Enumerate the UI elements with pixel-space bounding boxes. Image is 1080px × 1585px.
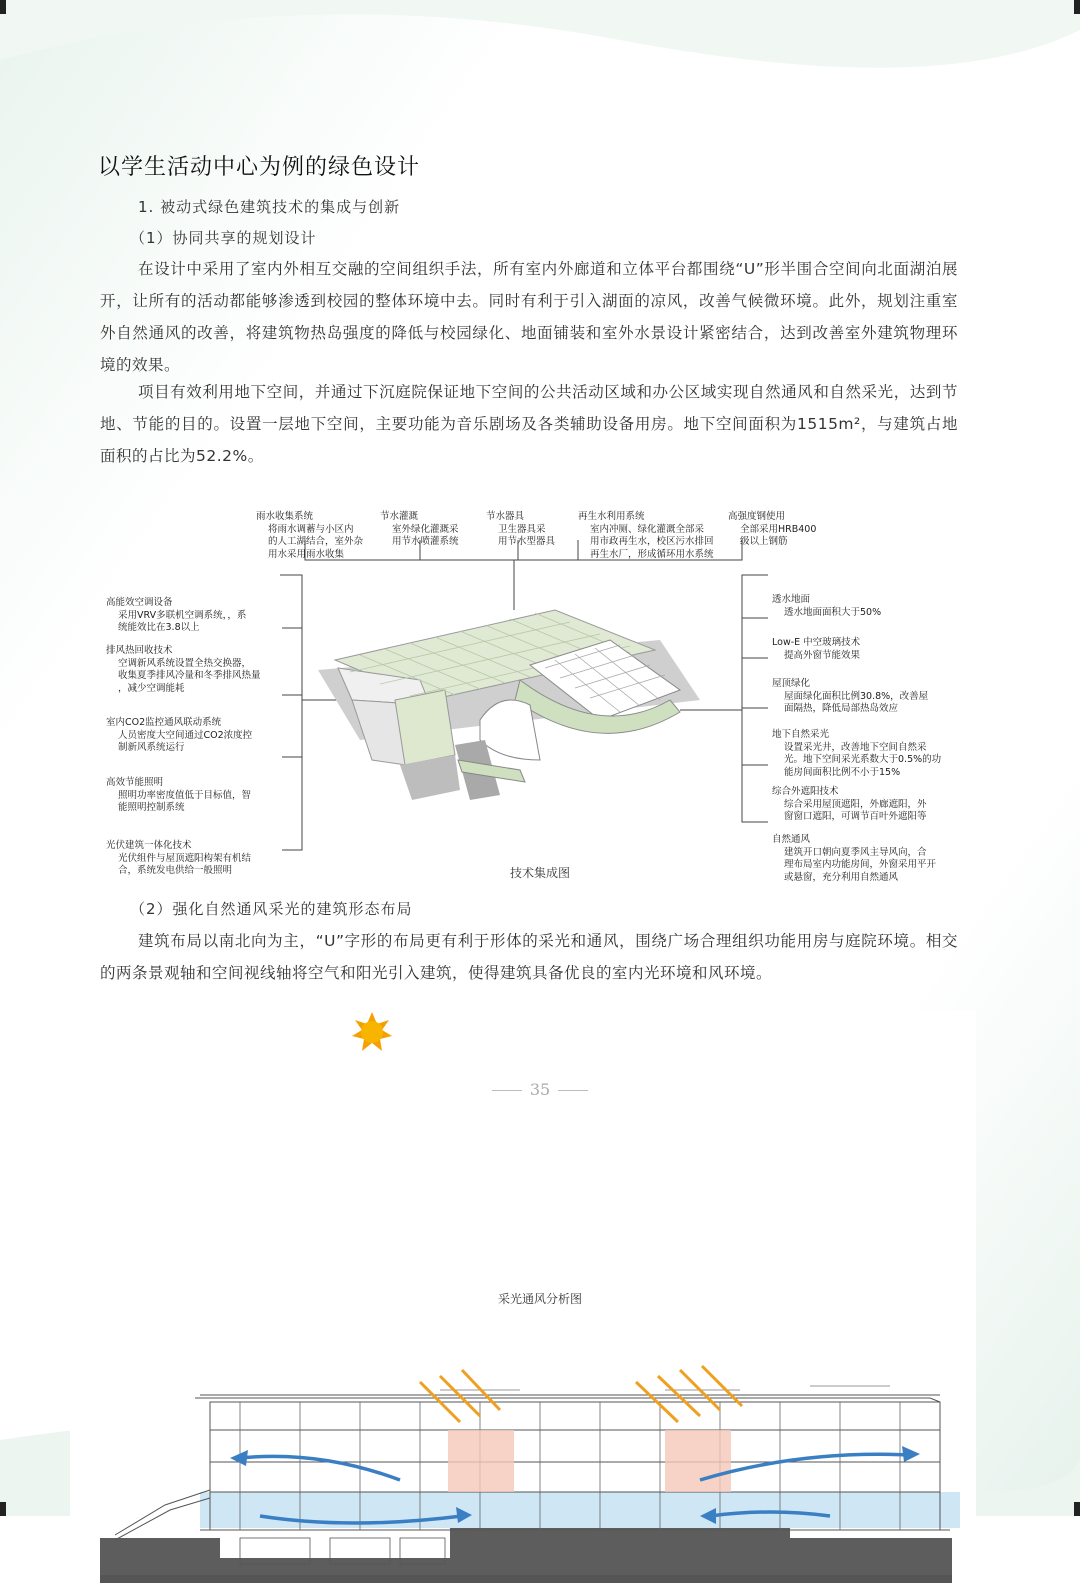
label-underground-daylight: 地下自然采光 设置采光井，改善地下空间自然采 光。地下空间采光系数大于0.5%的功 能房间面积比例不小于15% <box>772 729 942 778</box>
label-permeable-ground: 透水地面 透水地面面积大于50% <box>772 594 882 618</box>
page-number-rule-right <box>558 1090 588 1091</box>
diagram1-caption: 技术集成图 <box>509 866 570 880</box>
label-efficient-lighting: 高效节能照明 照明功率密度值低于目标值，智 能照明控制系统 <box>106 777 252 813</box>
label-efficient-hvac: 高能效空调设备 采用VRV多联机空调系统，，系 统能效比在3.8以上 <box>106 597 247 633</box>
paragraph-2: 项目有效利用地下空间，并通过下沉庭院保证地下空间的公共活动区域和办公区域实现自然通风和自然采光，达到节地、节能的目的。设置一层地下空间，主要功能为音乐剧场及各类辅助设备用房。地下空间面积为1515m²，与建筑占地面积的占比为52.2%。 <box>100 383 958 465</box>
paragraph-1: 在设计中采用了室内外相互交融的空间组织手法，所有室内外廊道和立体平台都围绕“U”形半围合空间向北面湖泊展开，让所有的活动都能够渗透到校园的整体环境中去。同时有利于引入湖面的凉风，改善气候微环境。此外，规划注重室外自然通风的改善，将建筑物热岛强度的降低与校园绿化、地面铺装和室外水景设计紧密结合，达到改善室外建筑物理环境的效果。 <box>100 260 958 374</box>
label-high-strength-steel: 高强度钢使用 全部采用HRB400 级以上钢筋 <box>728 511 817 547</box>
label-low-e-glass: Low-E 中空玻璃技术 提高外窗节能效果 <box>772 637 861 661</box>
label-water-saving-fixtures: 节水器具 卫生器具采 用节水型器具 <box>486 511 556 547</box>
diagram2-caption: 采光通风分析图 <box>497 1292 582 1306</box>
page-number-rule-left <box>492 1090 522 1091</box>
label-external-shading: 综合外遮阳技术 综合采用屋顶遮阳，外廊遮阳，外 窗窗口遮阳，可调节百叶外遮阳等 <box>772 786 927 822</box>
label-bipv: 光伏建筑一体化技术 光伏组件与屋顶遮阳构架有机结 合，系统发电供给一般照明 <box>106 840 252 876</box>
label-reclaimed-water: 再生水利用系统 室内冲厕、绿化灌溉全部采 用市政再生水，校区污水排回 再生水厂，形成循环用水系统 <box>578 511 714 560</box>
label-natural-ventilation: 自然通风 建筑开口朝向夏季风主导风向，合 理布局室内功能房间，外窗采用平开 或悬窗，充分利用自然通风 <box>772 834 937 883</box>
label-exhaust-heat-recovery: 排风热回收技术 空调新风系统设置全热交换器， 收集夏季排风冷量和冬季排风热量 ，减少空调能耗 <box>106 645 261 694</box>
section-heading-1: 1. 被动式绿色建筑技术的集成与创新 <box>138 198 401 216</box>
page-number <box>0 1080 1080 1099</box>
building-axonometric <box>318 610 700 800</box>
label-rainwater-collection: 雨水收集系统 将雨水调蓄与小区内 的人工湖结合，室外杂 用水采用雨水收集 <box>256 511 364 560</box>
page-title: 以学生活动中心为例的绿色设计 <box>98 155 421 180</box>
crop-mark-bottom-right <box>1074 1502 1080 1516</box>
paragraph-3: 建筑布局以南北向为主，“U”字形的布局更有利于形体的采光和通风，围绕广场合理组织功能用房与庭院环境。相交的两条景观轴和空间视线轴将空气和阳光引入建筑，使得建筑具备优良的室内光环境和风环境。 <box>100 932 958 982</box>
subsection-heading-2: （2）强化自然通风采光的建筑形态布局 <box>130 900 413 918</box>
label-co2-monitoring: 室内CO2监控通风联动系统 人员密度大空间通过CO2浓度控 制新风系统运行 <box>106 717 253 753</box>
page-number-value: 35 <box>529 1080 551 1099</box>
label-roof-greening: 屋顶绿化 屋面绿化面积比例30.8%，改善屋 面隔热，降低局部热岛效应 <box>772 678 929 714</box>
subsection-heading-1: （1）协同共享的规划设计 <box>130 229 317 247</box>
label-water-saving-irrigation: 节水灌溉 室外绿化灌溉采 用节水喷灌系统 <box>380 511 459 547</box>
crop-mark-bottom-left <box>0 1502 6 1516</box>
